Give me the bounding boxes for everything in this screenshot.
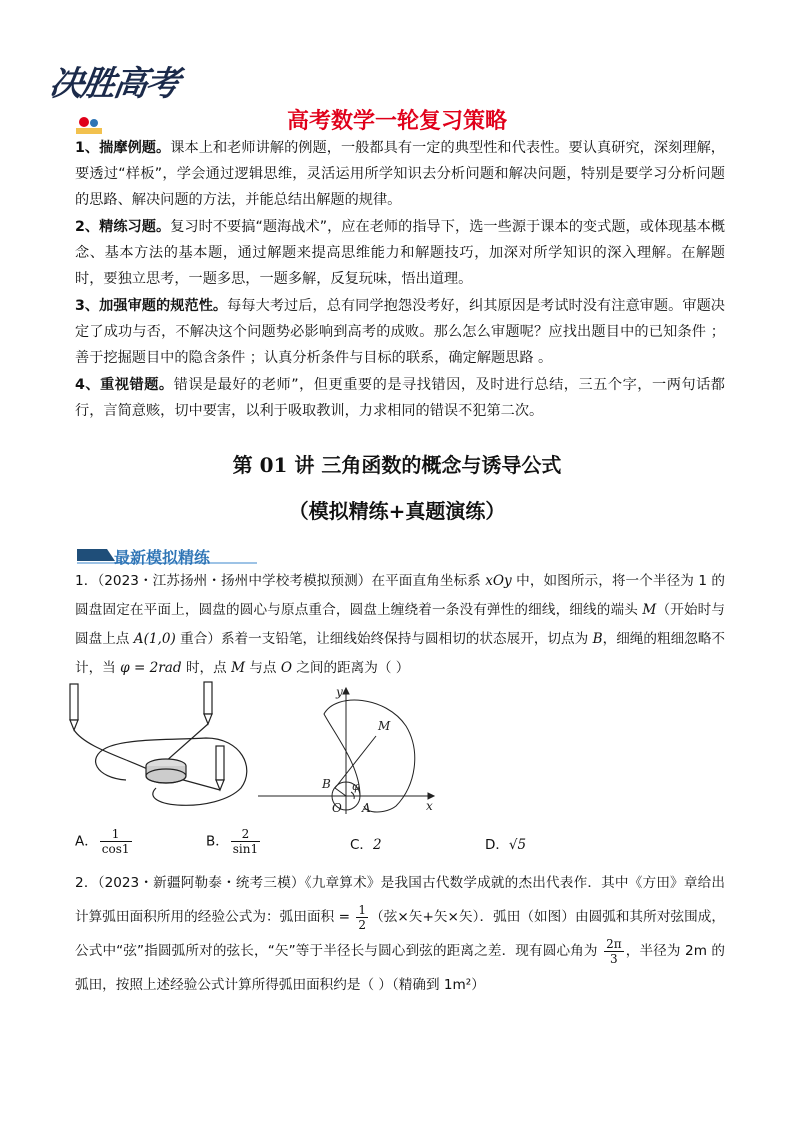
q1-math: O xyxy=(280,660,292,676)
q1-text-part: 1．（2023・江苏扬州・扬州中学校考模拟预测）在平面直角坐标系 xyxy=(75,573,486,589)
section-label: 最新模拟精练 xyxy=(114,548,211,567)
option-value: 2 xyxy=(372,837,382,853)
involute-diagram xyxy=(256,686,436,816)
q1-text-part: 中，如图所示，将一个半径为 1 的圆盘固定在平面上，圆盘的圆心与原点重合，圆盘上缠绕着一条没有弹性的细线，细线的端头 xyxy=(75,573,725,618)
strategy-text: 每每大考过后，总有同学抱怨没考好，纠其原因是考试时没有注意审题。审题决定了成功与否，不解决这个问题势必影响到高考的成败。那么怎么审题呢？应找出题目中的已知条件 ；善于挖掘题目中的隐含条件 ；认真分析条件与目标的联系，确定解题思路 。 xyxy=(75,298,725,366)
q1-text-part: 重合）系着一支铅笔，让细线始终保持与圆相切的状态展开，切点为 xyxy=(175,631,593,647)
frac-num: 2π xyxy=(606,936,622,951)
q1-math: M xyxy=(231,660,245,676)
strategy-1 xyxy=(75,135,725,213)
strategy-heading: 3、加强审题的规范性。 xyxy=(75,298,228,314)
question-2-text xyxy=(75,866,725,1002)
question-1-options xyxy=(75,827,725,857)
option-label: D． xyxy=(485,837,509,853)
q1-math: A(1,0) xyxy=(133,631,176,647)
lecture-title: 第 01 讲 三角函数的概念与诱导公式 xyxy=(232,453,562,477)
label-A: A xyxy=(362,801,371,815)
label-y: y xyxy=(336,686,343,699)
logo-text: 决胜高考 xyxy=(46,64,181,104)
option-label: B． xyxy=(206,833,229,850)
strategy-3 xyxy=(75,293,725,371)
option-c[interactable] xyxy=(350,833,382,853)
q1-math: φ = 2rad xyxy=(120,660,182,676)
q2-text-part: （弦×矢+矢×矢）．弧田（如图）由圆弧和其所对弦围成，公式中“弦”指圆弧所对的弦长，“矢”等于半径长与圆心到弦的距离之差．现有圆心角为 xyxy=(75,909,725,959)
frac-den: sin1 xyxy=(232,842,259,856)
strategy-text: 复习时不要搞“题海战术”，应在老师的指导下，选一些源于课本的变式题，或体现基本概念、基本方法的基本题，通过解题来提高思维能力和解题技巧，加深对所学知识的深入理解。在解题时，要独立思考，一题多思，一题多解，反复玩味，悟出道理。 xyxy=(75,219,726,287)
strategy-text: 错误是最好的老师”，但更重要的是寻找错因，及时进行总结，三五个字，一两句话都行，言简意赅，切中要害，以利于吸取教训，力求相同的错误不犯第二次。 xyxy=(75,377,725,419)
option-a[interactable] xyxy=(75,827,134,856)
q1-math: xOy xyxy=(485,573,512,589)
pencil-disc-illustration xyxy=(66,678,262,813)
label-M: M xyxy=(378,719,391,733)
strategy-text: 课本上和老师讲解的例题，一般都具有一定的典型性和代表性。要认真研究，深刻理解，要透过“样板”，学会通过逻辑思维，灵活运用所学知识去分析问题和解决问题，特别是要学习分析问题的思路、解决问题的方法，并能总结出解题的规律。 xyxy=(75,140,725,208)
label-phi: φ xyxy=(352,780,360,793)
strategy-4 xyxy=(75,372,725,424)
frac-den: 2 xyxy=(358,917,367,932)
q1-text-part: ，细绳的粗细忽略不计，当 xyxy=(75,631,726,676)
q1-text-part: 与点 xyxy=(244,660,281,676)
frac-num: 1 xyxy=(100,827,132,842)
q2-fraction-half xyxy=(356,903,368,932)
option-label: A． xyxy=(75,833,98,850)
q1-text-part: （开始时与圆盘上点 xyxy=(75,602,725,647)
label-B: B xyxy=(322,777,331,791)
label-x: x xyxy=(426,799,433,813)
label-O: O xyxy=(332,801,342,815)
option-label: C． xyxy=(350,837,373,853)
strategy-heading: 2、精练习题。 xyxy=(75,219,171,235)
option-b-fraction xyxy=(231,827,260,856)
q2-text-part: 2．（2023・新疆阿勒泰・统考三模）《九章算术》是我国古代数学成就的杰出代表作．其中《方田》章给出计算弧田面积所用的经验公式为：弧田面积 = xyxy=(75,875,725,925)
frac-den: 3 xyxy=(610,951,618,966)
strategy-2 xyxy=(75,214,725,292)
frac-num: 2 xyxy=(231,827,260,842)
question-1-text xyxy=(75,567,725,683)
strategy-heading: 1、揣摩例题。 xyxy=(75,140,171,156)
q1-text-part: 之间的距离为（ ） xyxy=(291,660,410,676)
option-a-fraction xyxy=(100,827,132,856)
frac-den: cos1 xyxy=(101,842,130,856)
option-d[interactable] xyxy=(485,833,526,853)
option-b[interactable] xyxy=(206,827,262,856)
q1-math: B xyxy=(592,631,603,647)
strategy-heading: 4、重视错题。 xyxy=(75,377,174,393)
q2-fraction-angle xyxy=(604,937,624,966)
lecture-subtitle: （模拟精练+真题演练） xyxy=(288,499,506,523)
q1-text-part: 时，点 xyxy=(181,660,232,676)
q1-math: M xyxy=(642,602,657,618)
q2-text-part: ，半径为 2m 的弧田，按照上述经验公式计算所得弧田面积约是（ ）（精确到 1m²） xyxy=(75,943,725,993)
frac-num: 1 xyxy=(358,902,367,917)
page-title: 高考数学一轮复习策略 xyxy=(286,109,507,134)
option-value: √5 xyxy=(508,837,527,853)
